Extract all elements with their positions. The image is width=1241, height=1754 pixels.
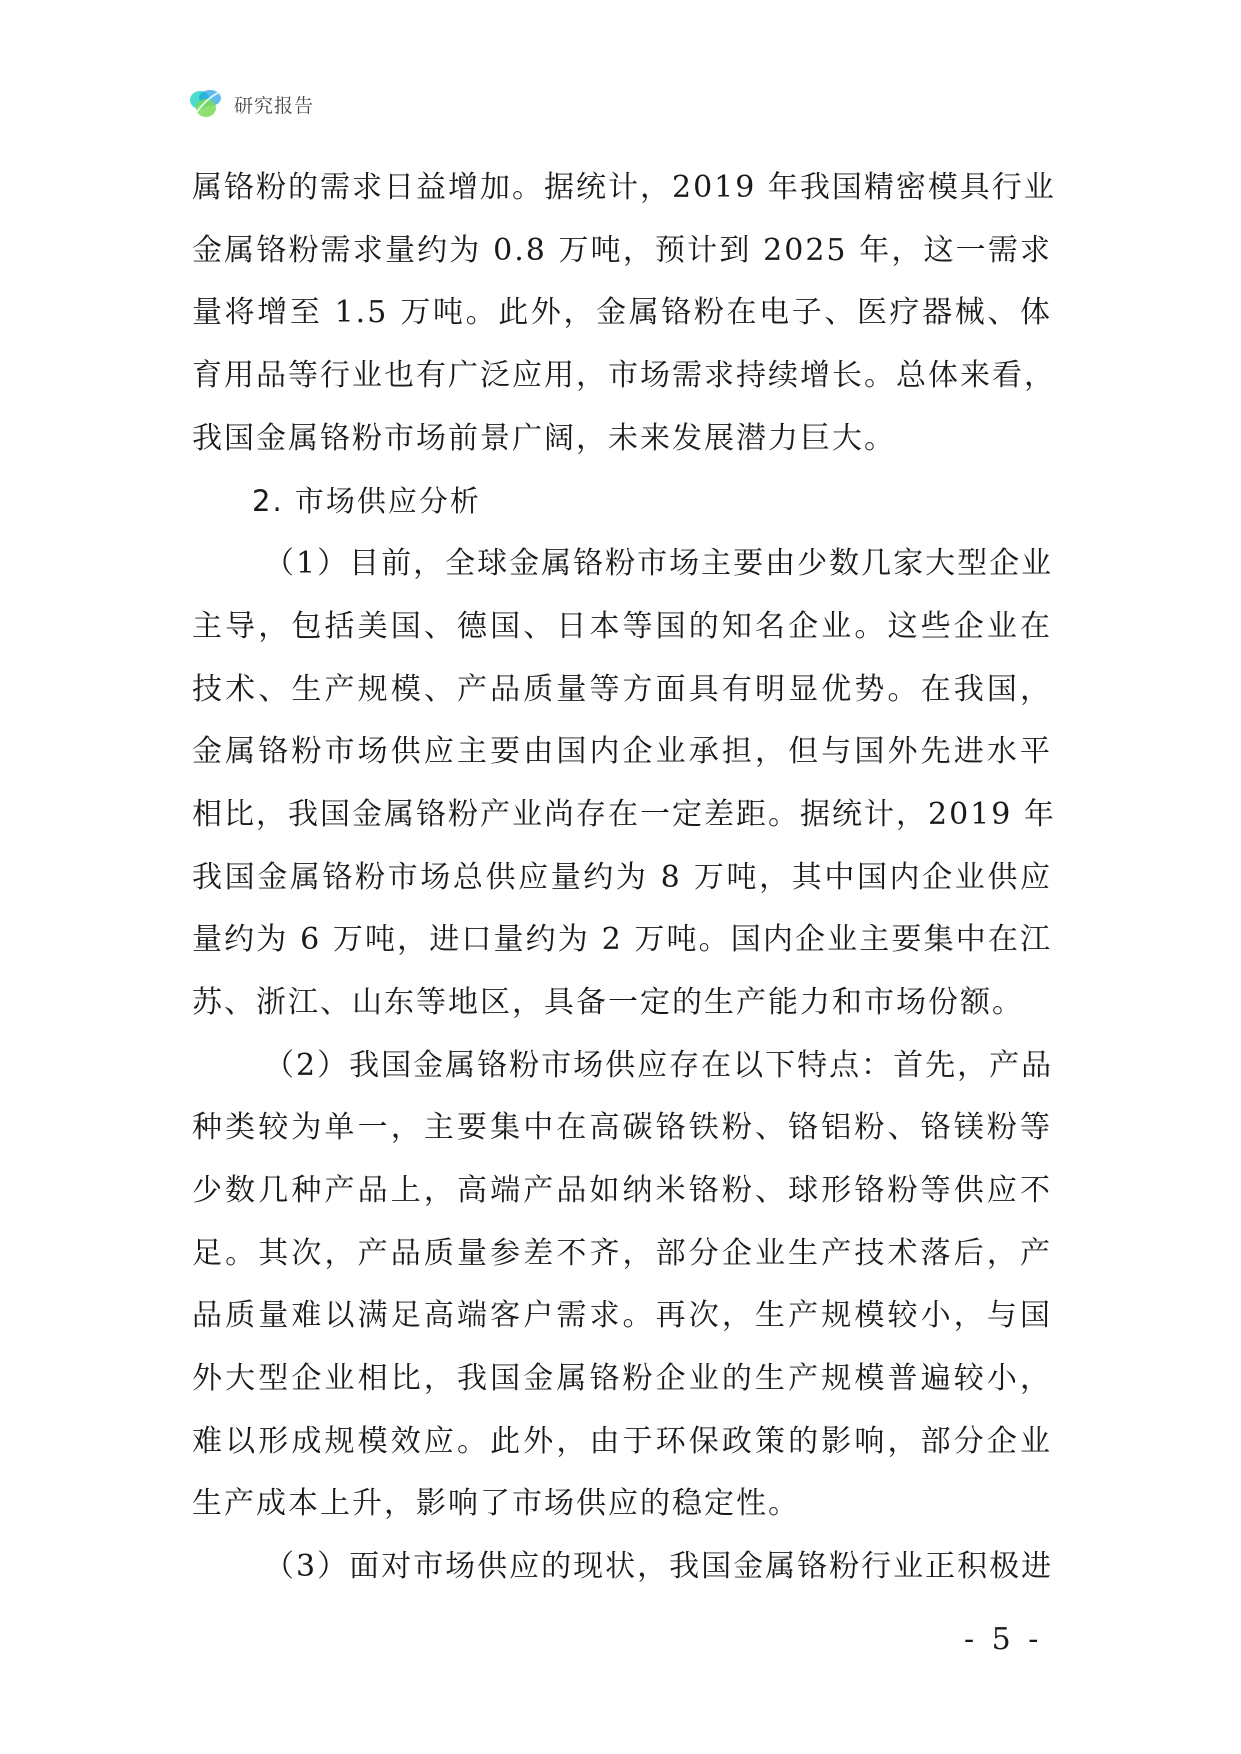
page-header	[186, 86, 314, 122]
text-line: 外大型企业相比，我国金属铬粉企业的生产规模普遍较小，	[192, 1361, 1052, 1397]
text-line: 属铬粉的需求日益增加。据统计，2019 年我国精密模具行业	[192, 170, 1056, 205]
text-line: 育用品等行业也有广泛应用，市场需求持续增长。总体来看，	[192, 358, 1056, 394]
paragraph-3	[192, 1035, 1052, 1537]
text-line: 足。其次，产品质量参差不齐，部分企业生产技术落后，产	[192, 1235, 1052, 1271]
leaf-logo-icon	[186, 86, 226, 122]
text-line: 生产成本上升，影响了市场供应的稳定性。	[192, 1486, 800, 1522]
page-number: - 5 -	[964, 1622, 1043, 1657]
paragraph-2	[192, 533, 1056, 1035]
paragraph-1	[192, 157, 1056, 470]
text-line: 主导，包括美国、德国、日本等国的知名企业。这些企业在	[192, 608, 1052, 644]
section-heading: 2. 市场供应分析	[252, 484, 481, 519]
text-line: 量将增至 1.5 万吨。此外，金属铬粉在电子、医疗器械、体	[192, 295, 1052, 331]
text-line: 金属铬粉市场供应主要由国内企业承担，但与国外先进水平	[192, 734, 1052, 770]
header-title: 研究报告	[234, 94, 315, 117]
text-line: 少数几种产品上，高端产品如纳米铬粉、球形铬粉等供应不	[192, 1173, 1052, 1208]
text-line: 种类较为单一，主要集中在高碳铬铁粉、铬铝粉、铬镁粉等	[192, 1110, 1052, 1146]
text-line: 我国金属铬粉市场总供应量约为 8 万吨，其中国内企业供应	[192, 859, 1052, 895]
text-line: 技术、生产规模、产品质量等方面具有明显优势。在我国，	[192, 671, 1052, 707]
text-line: （2）我国金属铬粉市场供应存在以下特点：首先，产品	[264, 1047, 1054, 1083]
text-line: 我国金属铬粉市场前景广阔，未来发展潜力巨大。	[192, 420, 896, 456]
text-line: （3）面对市场供应的现状，我国金属铬粉行业正积极进	[264, 1549, 1054, 1585]
text-line: 苏、浙江、山东等地区，具备一定的生产能力和市场份额。	[192, 984, 1024, 1020]
text-line: 相比，我国金属铬粉产业尚存在一定差距。据统计，2019 年	[192, 796, 1056, 832]
paragraph-4	[192, 1536, 1052, 1599]
document-body	[192, 157, 1056, 1599]
text-line: （1）目前，全球金属铬粉市场主要由少数几家大型企业	[264, 546, 1054, 582]
text-line: 品质量难以满足高端客户需求。再次，生产规模较小，与国	[192, 1298, 1052, 1334]
text-line: 难以形成规模效应。此外，由于环保政策的影响，部分企业	[192, 1423, 1052, 1459]
text-line: 量约为 6 万吨，进口量约为 2 万吨。国内企业主要集中在江	[192, 922, 1052, 958]
text-line: 金属铬粉需求量约为 0.8 万吨，预计到 2025 年，这一需求	[192, 232, 1052, 268]
